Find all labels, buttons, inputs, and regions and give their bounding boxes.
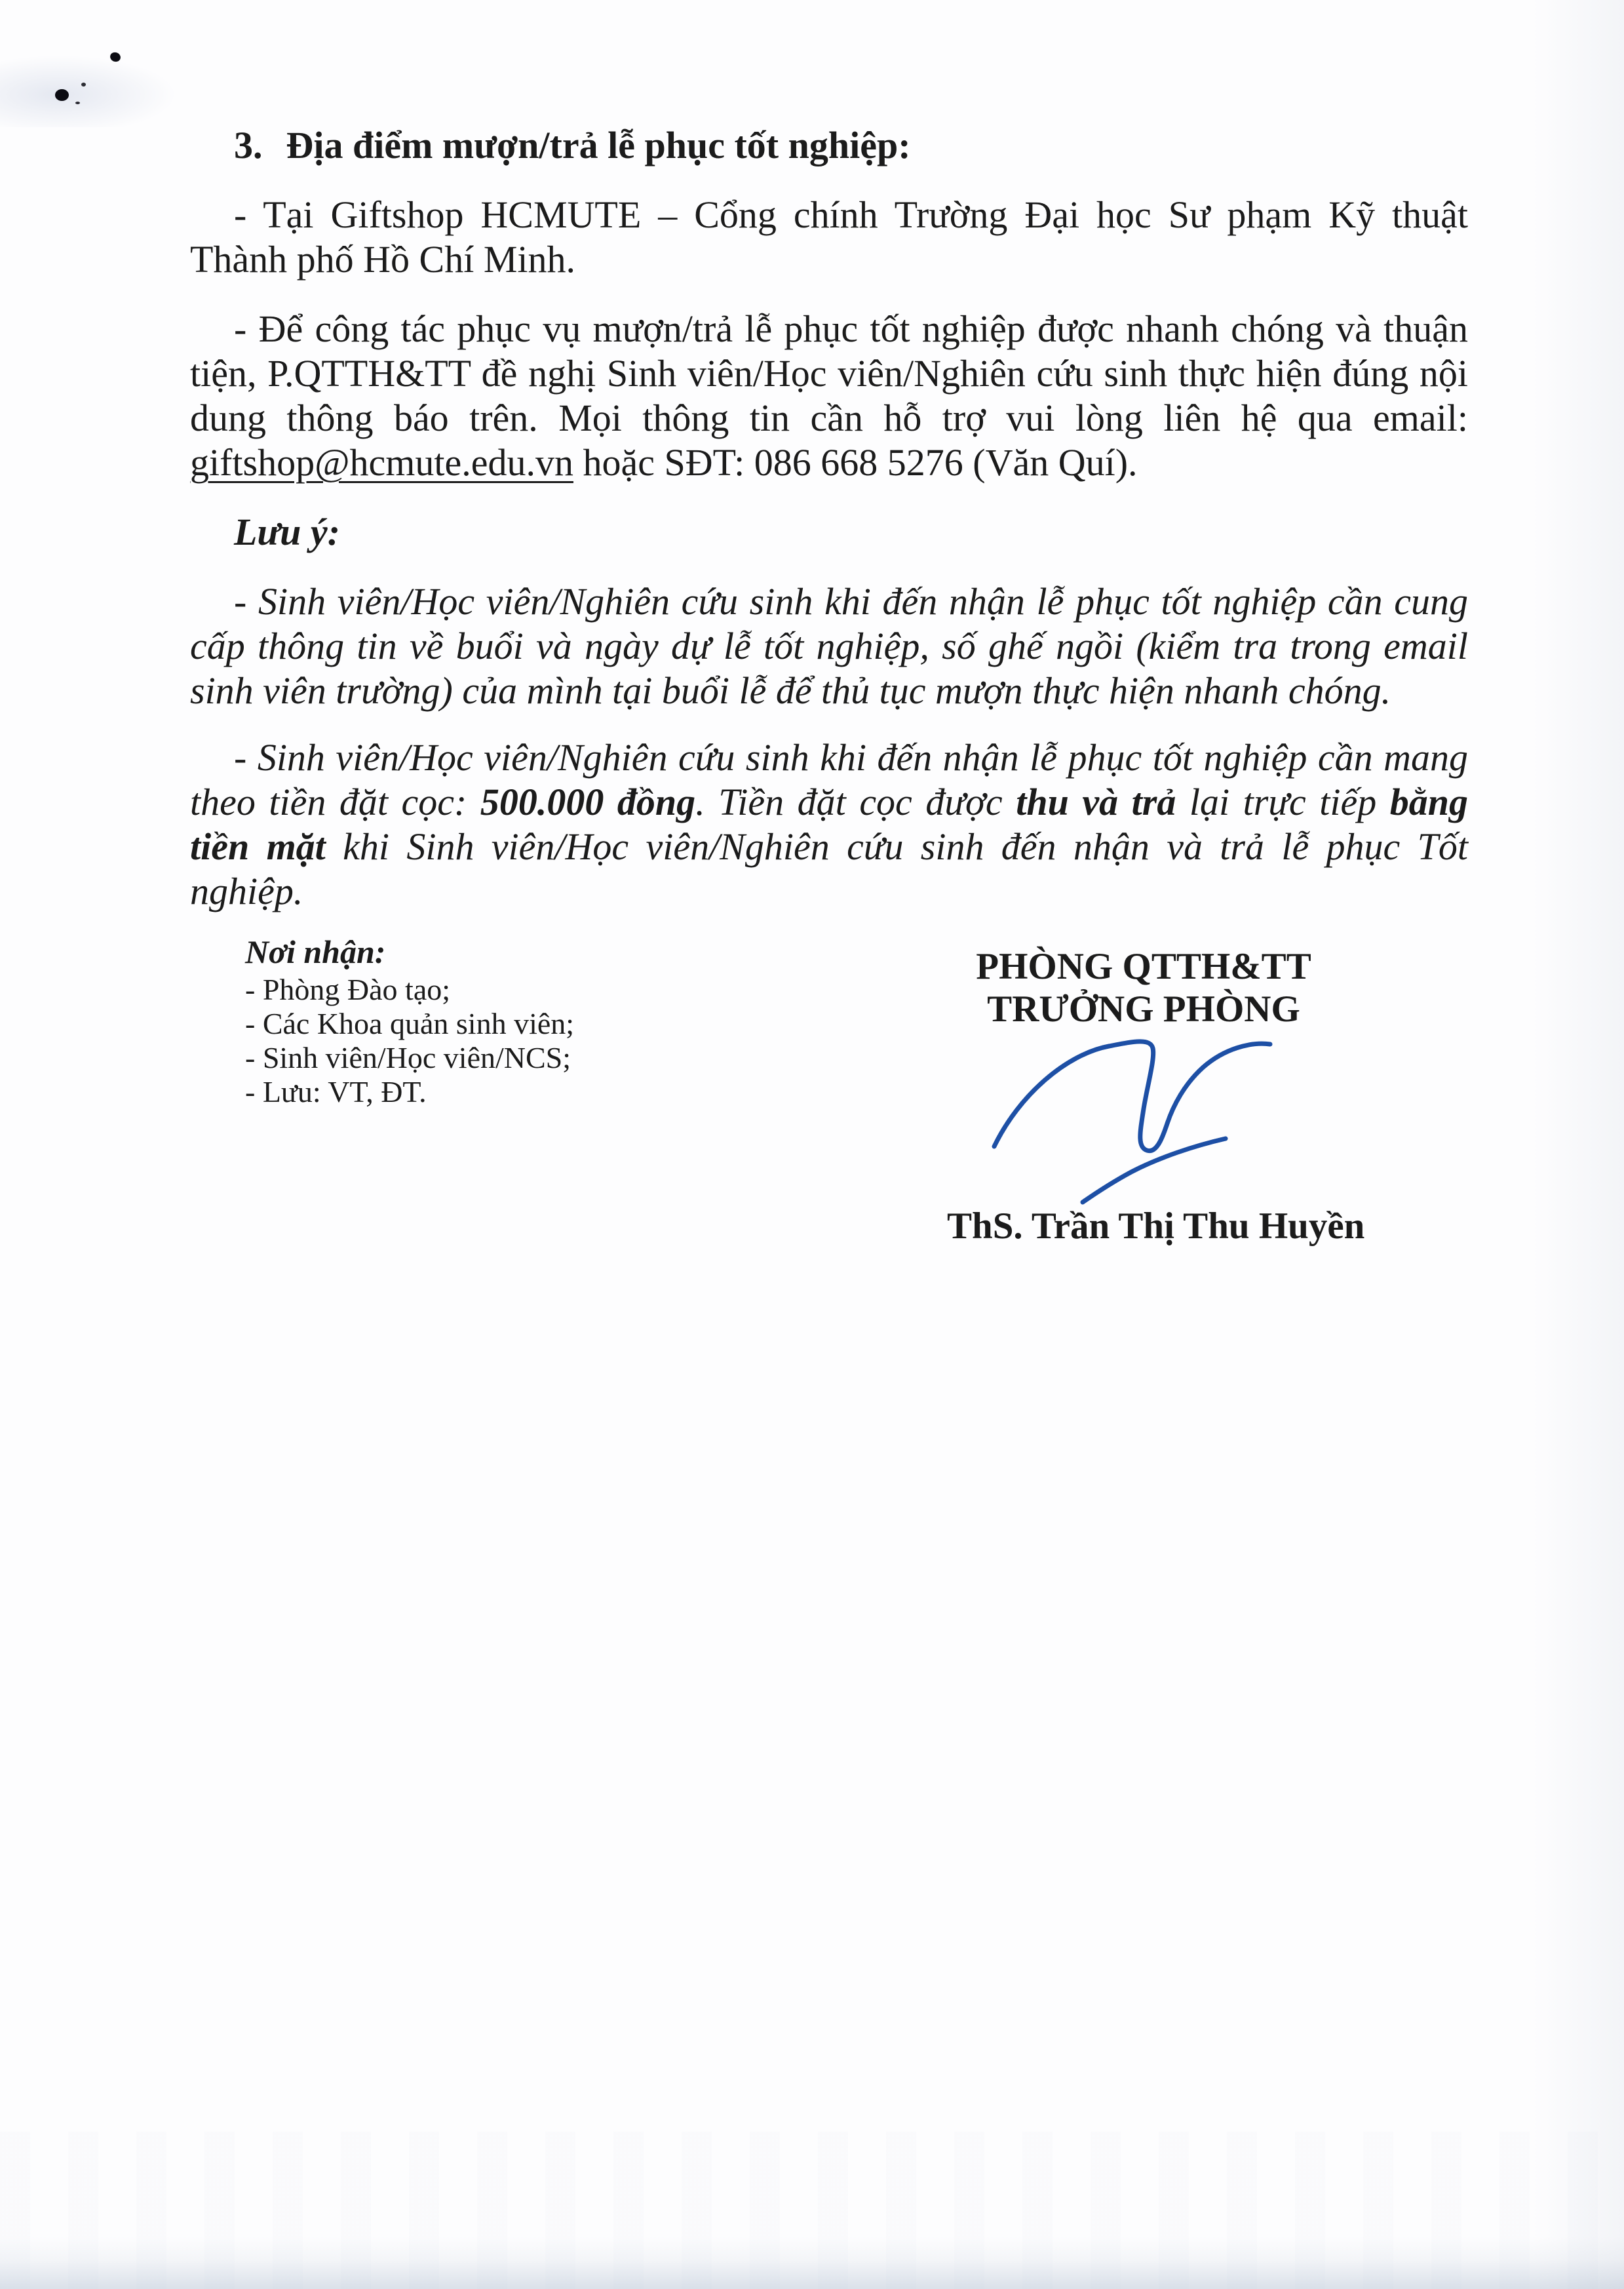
bold-phrase: bằng tiền mặt (190, 781, 1468, 868)
recipient-item: - Phòng Đào tạo; (245, 973, 451, 1006)
paragraph-text: lại trực tiếp (1176, 781, 1390, 823)
scan-edge-shadow-right (1532, 0, 1624, 2289)
note-label: Lưu ý: (234, 511, 340, 553)
email-link[interactable]: giftshop@hcmute.edu.vn (190, 441, 573, 484)
paragraph-text: - Tại Giftshop HCMUTE – Cổng chính Trường Đại học Sư phạm Kỹ thuật Thành phố Hồ Chí Minh. (190, 193, 1468, 281)
signer-name: ThS. Trần Thị Thu Huyền (947, 1205, 1365, 1247)
scan-smudge (0, 55, 177, 127)
paragraph-location (190, 193, 1468, 282)
recipients-block (245, 933, 574, 1109)
paragraph-text: khi Sinh viên/Học viên/Nghiên cứu sinh đến nhận và trả lễ phục Tốt nghiệp. (190, 825, 1468, 912)
paragraph-contact (190, 307, 1468, 485)
paragraph-text: - Sinh viên/Học viên/Nghiên cứu sinh khi đến nhận lễ phục tốt nghiệp cần cung cấp thông tin về buổi và ngày dự lễ tốt nghiệp, số ghế ngồi (kiểm tra trong email sinh viên trường) của mình tại buổi lễ để thủ tục mượn thực hiện nhanh chóng. (190, 580, 1468, 712)
section-title: Địa điểm mượn/trả lễ phục tốt nghiệp: (286, 124, 911, 166)
section-heading (234, 123, 911, 168)
deposit-amount: 500.000 đồng (480, 781, 696, 823)
signature-ink (957, 1017, 1311, 1221)
recipient-item: - Sinh viên/Học viên/NCS; (245, 1041, 571, 1074)
recipient-item: - Lưu: VT, ĐT. (245, 1075, 427, 1108)
scan-edge-shadow-bottom (0, 2237, 1624, 2289)
ink-speck (81, 83, 86, 87)
signer-title: TRƯỞNG PHÒNG (987, 988, 1300, 1030)
bold-phrase: thu và trả (1016, 781, 1176, 823)
note-paragraph-deposit (190, 735, 1468, 914)
office-name: PHÒNG QTTH&TT (976, 946, 1311, 987)
paragraph-text: . Tiền đặt cọc được (695, 781, 1016, 823)
signature-stroke-main (994, 1042, 1270, 1151)
section-number: 3. (234, 124, 263, 166)
paragraph-text: - Để công tác phục vụ mượn/trả lễ phục tốt nghiệp được nhanh chóng và thuận tiện, P.QTTH&TT đề nghị Sinh viên/Học viên/Nghiên cứu sinh thực hiện đúng nội dung thông báo trên. Mọi thông tin cần hỗ trợ vui lòng liên hệ qua email: (190, 307, 1468, 439)
paragraph-text: hoặc SĐT: 086 668 5276 (Văn Quí). (573, 441, 1138, 484)
recipient-item: - Các Khoa quản sinh viên; (245, 1007, 575, 1040)
paragraph-text: - Sinh viên/Học viên/Nghiên cứu sinh khi đến nhận lễ phục tốt nghiệp cần mang theo tiền đặt cọc: (190, 736, 1468, 823)
ink-speck (55, 89, 69, 101)
note-paragraph-info (190, 579, 1468, 713)
recipients-label: Nơi nhận: (245, 933, 386, 970)
